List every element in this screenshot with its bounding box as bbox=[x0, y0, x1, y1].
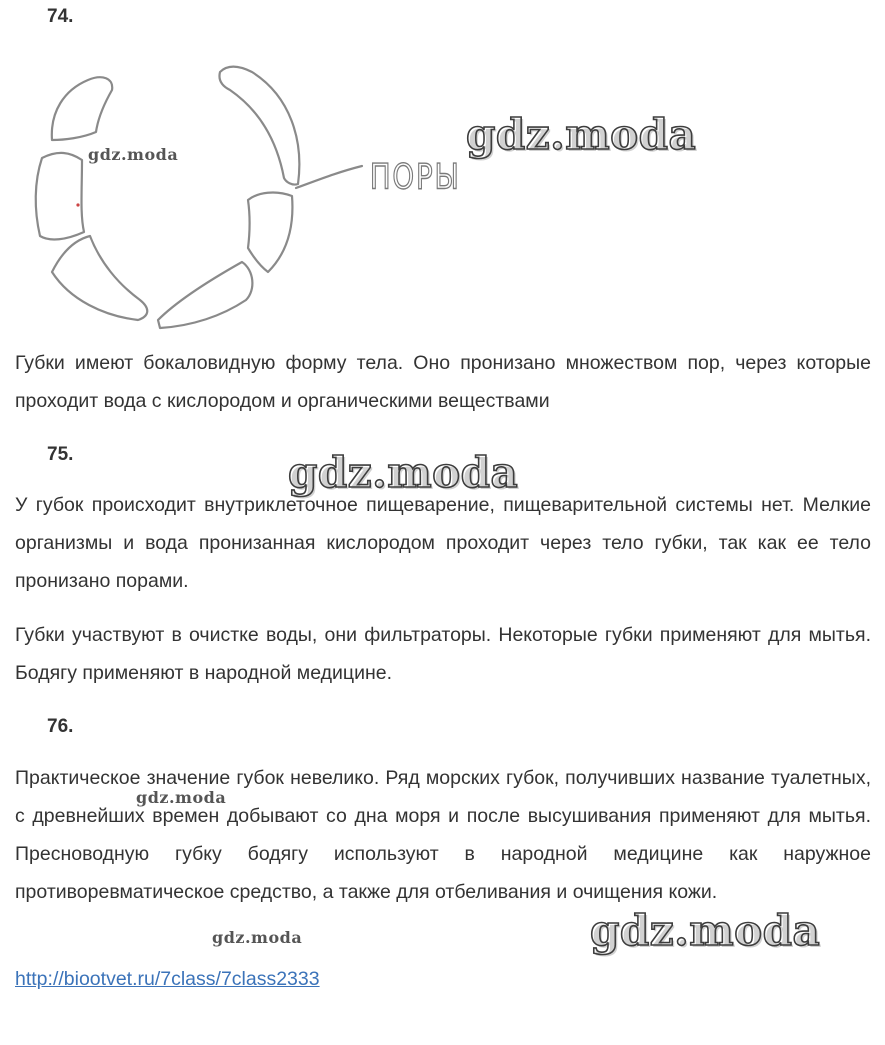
sponge-drawing bbox=[0, 0, 885, 340]
task-75-paragraph-2: Губки участвуют в очистке воды, они фильтраторы. Некоторые губки применяют для мытья. Бодягу применяют в народной медицине. bbox=[15, 624, 871, 684]
watermark-large: gdz.moda bbox=[288, 448, 519, 497]
source-link[interactable]: http://biootvet.ru/7class/7class2333 bbox=[15, 968, 320, 990]
watermark-large: gdz.moda bbox=[590, 906, 821, 955]
watermark-small: gdz.moda bbox=[136, 788, 227, 807]
pores-pointer-line bbox=[296, 166, 362, 188]
sponge-segment bbox=[248, 193, 292, 272]
sponge-segment bbox=[158, 262, 252, 328]
sponge-segment bbox=[219, 67, 299, 185]
task-76-number: 76. bbox=[47, 716, 74, 737]
task-76-paragraph: Практическое значение губок невелико. Ряд морских губок, получивших название туалетных, с древнейших времен добывают со дна моря и после высушивания применяют для мытья. Пресноводную губку бодягу используют в народной медицине как наружное противоревматическое средство, а также для отбеливания и очищения кожи. bbox=[15, 767, 871, 903]
task-75-number: 75. bbox=[47, 444, 74, 465]
watermark-small: gdz.moda bbox=[88, 145, 179, 164]
task-74-number: 74. bbox=[47, 6, 74, 27]
task-75-paragraph-1: У губок происходит внутриклеточное пищеварение, пищеварительной системы нет. Мелкие организмы и вода пронизанная кислородом проходит через тело губки, так как ее тело пронизано порами. bbox=[15, 494, 871, 592]
watermark-large: gdz.moda bbox=[466, 110, 697, 159]
pores-label: ПОРЫ bbox=[369, 157, 461, 198]
sponge-segment bbox=[36, 153, 84, 240]
sponge-segment bbox=[52, 236, 147, 320]
watermark-small: gdz.moda bbox=[212, 928, 303, 947]
task-74-paragraph: Губки имеют бокаловидную форму тела. Оно пронизано множеством пор, через которые проходит вода с кислородом и органическими веществами bbox=[15, 352, 871, 412]
sponge-segment bbox=[52, 77, 112, 140]
